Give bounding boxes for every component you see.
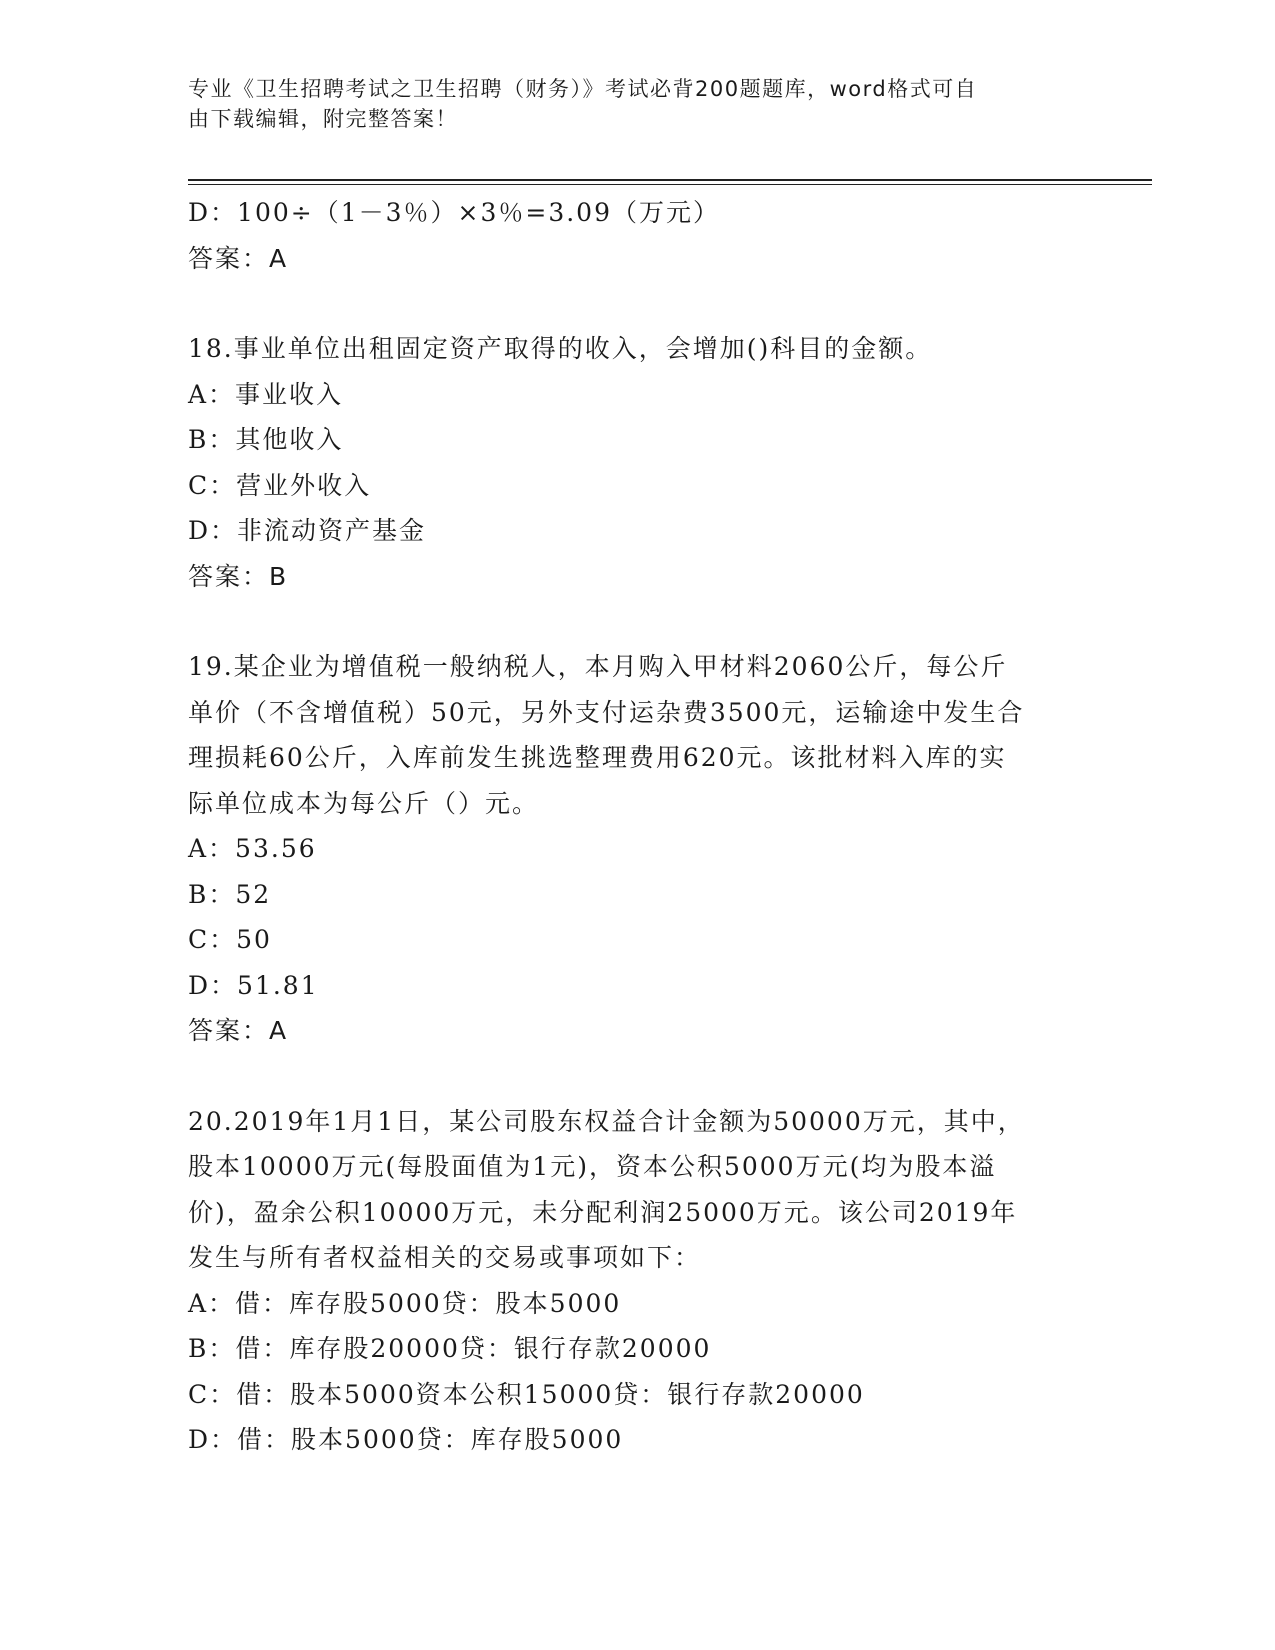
question-stem-line: 单价（不含增值税）50元，另外支付运杂费3500元，运输途中发生合 <box>188 697 1025 727</box>
header-rule-thin <box>188 184 1152 185</box>
option-c: C：50 <box>188 925 272 954</box>
previous-question-tail <box>188 190 1088 281</box>
question-stem: 18.事业单位出租固定资产取得的收入，会增加()科目的金额。 <box>188 334 933 363</box>
document-header <box>188 74 1068 134</box>
question-spacer <box>188 1054 1088 1099</box>
option-c: C：营业外收入 <box>188 470 372 500</box>
question-19 <box>188 644 1088 1054</box>
option-b: B：借：库存股20000贷：银行存款20000 <box>188 1334 712 1363</box>
question-stem-line: 理损耗60公斤，入库前发生挑选整理费用620元。该批材料入库的实 <box>188 743 1007 772</box>
option-d: D：51.81 <box>188 970 319 1000</box>
option-a: A：借：库存股5000贷：股本5000 <box>188 1288 622 1318</box>
question-spacer <box>188 281 1088 326</box>
answer-line: 答案：B <box>188 561 289 591</box>
option-d: D：非流动资产基金 <box>188 516 427 545</box>
document-body <box>188 190 1088 1463</box>
question-stem-line: 际单位成本为每公斤（）元。 <box>188 788 540 818</box>
option-c: C：借：股本5000资本公积15000贷：银行存款20000 <box>188 1379 865 1409</box>
option-d: D：借：股本5000贷：库存股5000 <box>188 1425 624 1454</box>
option-b: B：其他收入 <box>188 425 344 454</box>
question-stem-line: 发生与所有者权益相关的交易或事项如下： <box>188 1243 702 1272</box>
answer-line: 答案：A <box>188 1016 289 1045</box>
answer-line: 答案：A <box>188 243 289 273</box>
question-stem-line: 股本10000万元(每股面值为1元)，资本公积5000万元(均为股本溢 <box>188 1152 997 1181</box>
question-20 <box>188 1099 1088 1463</box>
question-stem-line: 价)，盈余公积10000万元，未分配利润25000万元。该公司2019年 <box>188 1197 1018 1227</box>
option-b: B：52 <box>188 879 272 909</box>
question-spacer <box>188 599 1088 644</box>
question-stem-line: 20.2019年1月1日，某公司股东权益合计金额为50000万元，其中， <box>188 1106 1025 1136</box>
option-d: D：100÷（1－3％）×3％=3.09（万元） <box>188 198 720 227</box>
header-line-1: 专业《卫生招聘考试之卫生招聘（财务）》考试必背200题题库，word格式可自 <box>188 77 978 101</box>
header-rule-thick <box>188 179 1152 181</box>
header-line-2: 由下载编辑，附完整答案！ <box>188 107 458 131</box>
question-18 <box>188 326 1088 599</box>
option-a: A：53.56 <box>188 834 317 863</box>
question-stem-line: 19.某企业为增值税一般纳税人，本月购入甲材料2060公斤，每公斤 <box>188 652 1008 681</box>
option-a: A：事业收入 <box>188 379 344 409</box>
